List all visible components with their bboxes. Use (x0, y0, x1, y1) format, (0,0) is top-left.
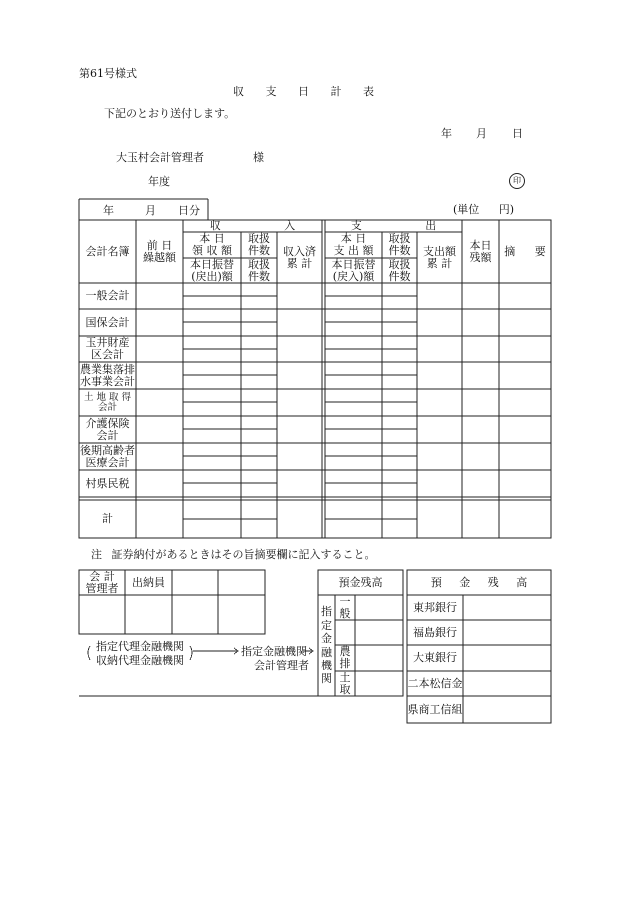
header-expense-cum-2: 累 計 (426, 256, 453, 270)
header-balance (462, 220, 499, 283)
table-date-month: 月 (145, 204, 156, 217)
header-prev-balance (136, 220, 183, 283)
row-label-nhi: 国保会計 (85, 315, 130, 329)
sign-cashier-label: 出納員 (132, 575, 165, 589)
form-title: 収 支 日 計 表 (233, 85, 374, 98)
header-expense-cumulative (417, 232, 462, 283)
header-count-b (241, 258, 277, 283)
header-count-a (241, 232, 277, 258)
header-expense-group: 支 出 (350, 219, 437, 233)
row-label-elderly-1: 後期高齢者 (80, 443, 135, 457)
header-expense-transfer-2: (戻入)額 (332, 269, 375, 283)
header-expense-today-1: 本 日 (340, 232, 367, 246)
sign-manager-2: 管理者 (85, 581, 119, 595)
header-balance-2: 残額 (469, 250, 492, 264)
row-label-tamai-2: 区会計 (91, 348, 124, 361)
deposit-mid-vertical-label (318, 595, 335, 696)
table-date-year: 年 (103, 204, 114, 217)
deposit-mid-land (335, 671, 355, 696)
header-count-b-1: 取扱 (248, 257, 270, 271)
deposit-mid-general (335, 595, 355, 620)
flow-manager: 会計管理者 (254, 659, 309, 672)
row-label-elderly (79, 443, 136, 470)
header-income-today (183, 232, 241, 258)
deposit-mid-land-1: 土 (339, 670, 351, 684)
header-count-a-2: 件数 (248, 244, 270, 257)
intro-text: 下記のとおり送付します。 (104, 107, 236, 120)
header-income-transfer-1: 本日振替 (190, 257, 234, 271)
header-prev-2: 繰越額 (143, 250, 176, 264)
row-label-tax: 村県民税 (85, 476, 130, 490)
bank-kensho: 県商工信組 (407, 702, 463, 716)
flow-designated-bank: 指定金融機関 (241, 645, 307, 658)
row-label-tamai-1: 玉井財産 (85, 336, 130, 350)
row-label-land-1: 土 地 取 得 (83, 391, 132, 403)
deposit-mid-general-1: 一 (339, 594, 351, 608)
vert-char-4: 融 (321, 645, 332, 659)
row-label-land-2: 会計 (97, 401, 117, 413)
header-count-d (382, 258, 417, 283)
date-day-label: 日 (512, 127, 523, 140)
vert-char-5: 機 (321, 658, 332, 672)
header-count-c (382, 232, 417, 258)
header-income-group: 収 入 (209, 219, 296, 233)
header-count-d-1: 取扱 (388, 257, 411, 271)
date-month-label: 月 (476, 127, 487, 140)
row-label-care-2: 会計 (96, 428, 119, 442)
row-label-tamai (79, 336, 136, 362)
form-number: 第61号様式 (79, 67, 137, 80)
vert-char-3: 金 (321, 632, 332, 646)
note-text: 注 証券納付があるときはその旨摘要欄に記入すること。 (91, 548, 376, 561)
header-expense-today (325, 232, 382, 258)
unit-label: (単位 円) (453, 203, 515, 216)
sign-manager-label (79, 570, 125, 595)
header-remarks: 摘 要 (504, 244, 546, 258)
table-date-day: 日分 (178, 204, 200, 217)
header-income-today-1: 本 日 (199, 232, 225, 246)
header-income-transfer (183, 258, 241, 283)
header-prev-1: 前 日 (146, 238, 173, 252)
header-account: 会計名簿 (85, 244, 130, 258)
header-income-cumulative (277, 232, 322, 283)
vert-char-6: 関 (321, 672, 332, 686)
header-count-b-2: 件数 (248, 269, 270, 283)
vert-char-1: 指 (321, 605, 332, 619)
row-label-land (79, 389, 136, 416)
header-income-today-2: 領 収 額 (192, 244, 232, 257)
header-count-d-2: 件数 (388, 269, 411, 283)
bank-fukushima: 福島銀行 (413, 625, 457, 639)
row-label-drainage (79, 362, 136, 389)
addressee: 大玉村会計管理者 (116, 151, 204, 164)
deposit-mid-general-2: 般 (339, 606, 351, 620)
deposit-mid-drainage (335, 645, 355, 671)
flow-agent-bank: 指定代理金融機関 (96, 640, 184, 653)
header-balance-1: 本日 (469, 238, 492, 252)
row-label-general: 一般会計 (85, 289, 130, 303)
fiscal-year-label: 年度 (148, 175, 170, 188)
header-income-cum-2: 累 計 (286, 256, 313, 270)
header-count-c-1: 取扱 (388, 232, 411, 246)
bank-toho: 東邦銀行 (413, 600, 457, 614)
header-expense-today-2: 支 出 額 (333, 244, 374, 257)
flow-receiving-bank: 収納代理金融機関 (96, 654, 184, 667)
row-label-care-1: 介護保険 (85, 416, 130, 430)
date-year-label: 年 (441, 127, 452, 140)
deposit-mid-header: 預金残高 (338, 575, 383, 589)
row-label-drainage-2: 水事業会計 (80, 374, 135, 388)
header-income-transfer-2: (戻出)額 (191, 269, 233, 283)
vert-char-2: 定 (321, 618, 332, 632)
deposit-mid-drainage-1: 農 (339, 645, 351, 659)
header-count-c-2: 件数 (388, 244, 411, 257)
header-expense-cum-1: 支出額 (423, 244, 456, 258)
bank-nihonmatsu: 二本松信金 (407, 676, 463, 690)
deposit-mid-drainage-2: 排 (339, 657, 351, 670)
bank-daito: 大東銀行 (413, 651, 457, 665)
row-label-drainage-1: 農業集落排 (80, 362, 135, 376)
seal-icon: 印 (509, 173, 525, 189)
header-count-a-1: 取扱 (248, 232, 270, 246)
row-label-care (79, 416, 136, 443)
honorific: 様 (253, 151, 264, 164)
header-expense-transfer (325, 258, 382, 283)
row-label-total: 計 (102, 512, 113, 526)
header-expense-transfer-1: 本日振替 (331, 257, 376, 271)
deposit-mid-land-2: 取 (339, 682, 351, 696)
header-income-cum-1: 収入済 (283, 244, 316, 258)
sign-manager-1: 会 計 (89, 569, 115, 583)
deposit-right-header: 預 金 残 高 (430, 575, 528, 589)
row-label-elderly-2: 医療会計 (85, 455, 130, 469)
